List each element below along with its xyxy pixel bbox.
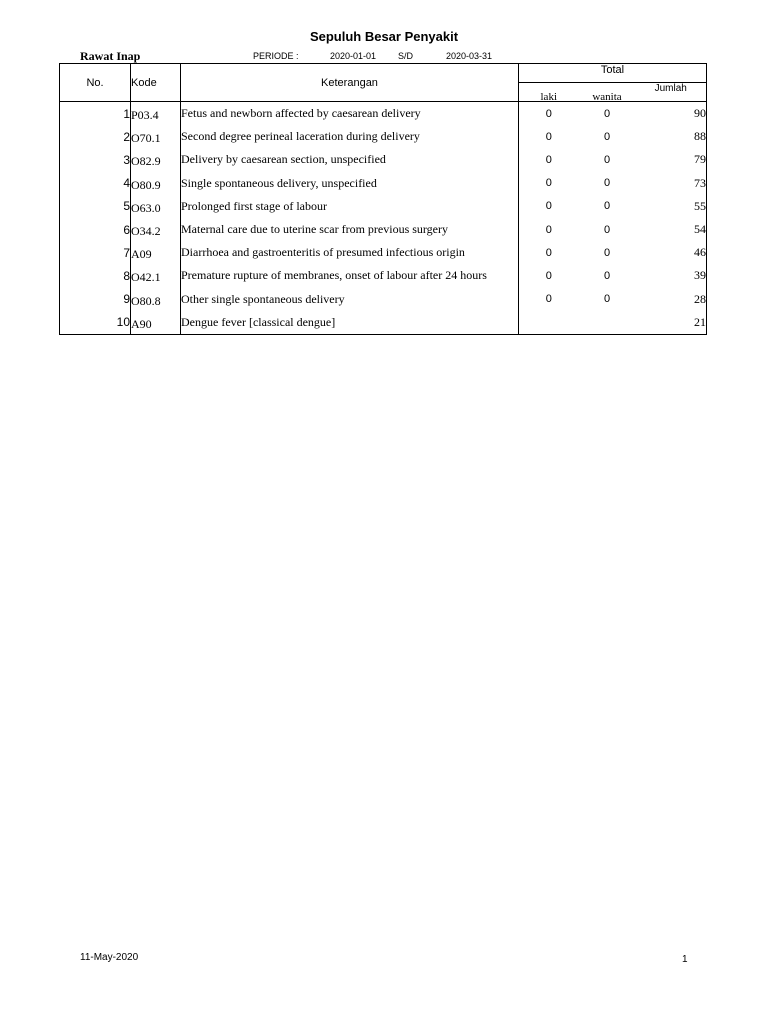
row-laki: 0 xyxy=(545,130,552,143)
header-jumlah: Jumlah xyxy=(636,83,707,102)
row-jumlah: 55 xyxy=(636,195,707,218)
row-number: 10 xyxy=(60,311,131,335)
table-row xyxy=(60,172,707,195)
row-laki: 0 xyxy=(545,177,552,190)
row-code xyxy=(131,172,181,195)
page-number: 1 xyxy=(682,954,688,965)
table-row xyxy=(60,218,707,241)
row-jumlah: 46 xyxy=(636,241,707,264)
row-description: Dengue fever [classical dengue] xyxy=(181,311,519,335)
period-separator: S/D xyxy=(398,51,414,61)
table-row xyxy=(60,288,707,311)
row-code-text: A90 xyxy=(131,316,152,331)
row-code-text: O80.8 xyxy=(131,293,161,308)
row-number: 2 xyxy=(60,125,131,148)
row-code xyxy=(131,148,181,171)
row-wanita: 0 xyxy=(603,107,611,120)
row-description: Prolonged first stage of labour xyxy=(181,195,519,218)
row-number: 4 xyxy=(60,172,131,195)
footer-date: 11-May-2020 xyxy=(80,952,139,963)
header-laki-label: laki xyxy=(540,91,557,103)
row-code-text: O42.1 xyxy=(131,270,161,285)
row-number: 8 xyxy=(60,264,131,287)
row-laki: 0 xyxy=(545,107,552,120)
row-number: 7 xyxy=(60,241,131,264)
row-jumlah: 54 xyxy=(636,218,707,241)
row-description: Second degree perineal laceration during delivery xyxy=(181,125,519,148)
row-number: 6 xyxy=(60,218,131,241)
header-keterangan: Keterangan xyxy=(181,64,519,102)
row-code-text: O70.1 xyxy=(131,131,161,146)
row-description: Other single spontaneous delivery xyxy=(181,288,519,311)
report-title: Sepuluh Besar Penyakit xyxy=(309,29,459,44)
row-jumlah: 90 xyxy=(636,102,707,126)
row-laki xyxy=(519,311,579,335)
row-code xyxy=(131,218,181,241)
row-code xyxy=(131,311,181,335)
row-description: Diarrhoea and gastroenteritis of presumed infectious origin xyxy=(181,241,519,264)
unit-label: Rawat Inap xyxy=(80,49,141,63)
row-jumlah: 73 xyxy=(636,172,707,195)
table-body xyxy=(60,102,707,335)
row-wanita: 0 xyxy=(603,269,611,282)
row-code-text: O63.0 xyxy=(131,200,161,215)
row-number: 9 xyxy=(60,288,131,311)
row-laki: 0 xyxy=(545,293,552,306)
header-total: Total xyxy=(519,64,707,83)
row-jumlah: 79 xyxy=(636,148,707,171)
period-start: 2020-01-01 xyxy=(330,51,377,61)
row-code-text: O34.2 xyxy=(131,224,161,239)
table-row xyxy=(60,195,707,218)
row-number: 1 xyxy=(60,102,131,126)
row-description: Fetus and newborn affected by caesarean delivery xyxy=(181,102,519,126)
period-label: PERIODE : xyxy=(253,51,299,61)
table-row xyxy=(60,241,707,264)
header-wanita xyxy=(579,83,636,102)
row-laki: 0 xyxy=(545,223,552,236)
row-jumlah: 39 xyxy=(636,264,707,287)
table-row xyxy=(60,125,707,148)
row-wanita xyxy=(579,311,636,335)
table-row xyxy=(60,102,707,126)
row-code xyxy=(131,241,181,264)
row-wanita: 0 xyxy=(603,177,611,190)
row-code xyxy=(131,125,181,148)
table-row xyxy=(60,148,707,171)
row-code-text: O80.9 xyxy=(131,177,161,192)
disease-table xyxy=(59,63,707,335)
row-wanita: 0 xyxy=(603,153,611,166)
row-code-text: P03.4 xyxy=(131,108,159,123)
row-wanita: 0 xyxy=(603,200,611,213)
row-laki: 0 xyxy=(545,200,552,213)
row-code-text: O82.9 xyxy=(131,154,161,169)
row-number: 3 xyxy=(60,148,131,171)
row-laki: 0 xyxy=(545,246,552,259)
row-jumlah: 21 xyxy=(636,311,707,335)
table-row xyxy=(60,264,707,287)
row-description: Delivery by caesarean section, unspecified xyxy=(181,148,519,171)
row-wanita: 0 xyxy=(603,246,611,259)
row-wanita: 0 xyxy=(603,293,611,306)
row-wanita: 0 xyxy=(603,223,611,236)
header-wanita-label: wanita xyxy=(592,91,622,103)
row-description: Single spontaneous delivery, unspecified xyxy=(181,172,519,195)
row-description: Premature rupture of membranes, onset of labour after 24 hours xyxy=(181,264,519,287)
table-row xyxy=(60,311,707,335)
header-laki xyxy=(519,83,579,102)
row-code xyxy=(131,195,181,218)
row-description: Maternal care due to uterine scar from previous surgery xyxy=(181,218,519,241)
row-code xyxy=(131,288,181,311)
row-code xyxy=(131,102,181,126)
row-wanita: 0 xyxy=(603,130,611,143)
row-laki: 0 xyxy=(545,269,552,282)
header-kode: Kode xyxy=(131,64,181,102)
row-jumlah: 28 xyxy=(636,288,707,311)
period-end: 2020-03-31 xyxy=(446,51,493,61)
row-code-text: A09 xyxy=(131,247,152,262)
row-jumlah: 88 xyxy=(636,125,707,148)
header-no: No. xyxy=(60,64,131,102)
row-number: 5 xyxy=(60,195,131,218)
row-laki: 0 xyxy=(545,153,552,166)
row-code xyxy=(131,264,181,287)
